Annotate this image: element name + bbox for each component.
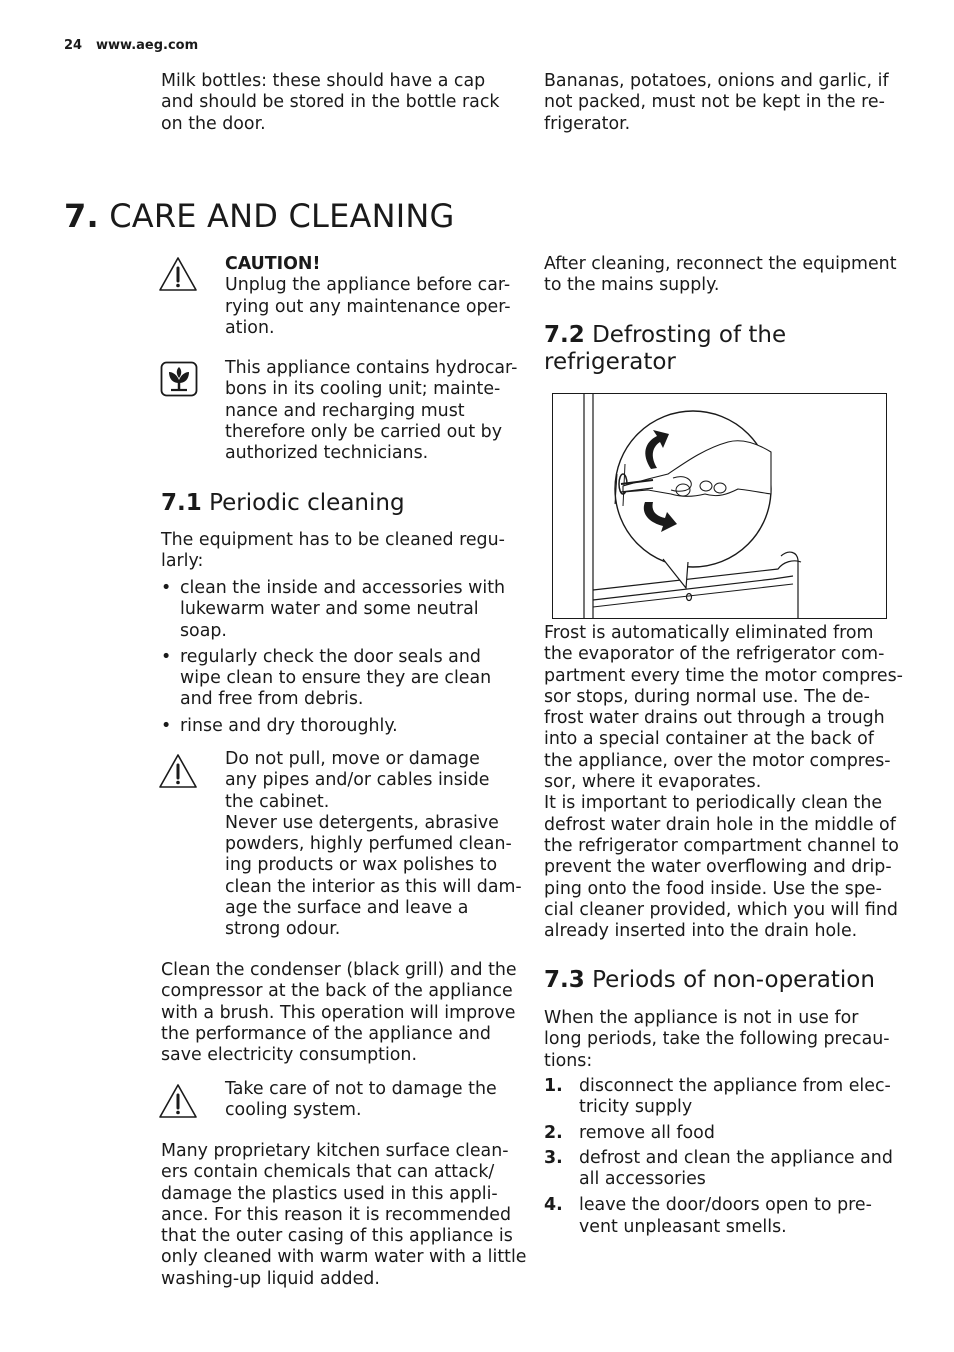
caution-title: CAUTION! [225,254,321,274]
proprietary-cleaners-paragraph: Many proprietary kitchen surface clean- ers contain chemicals that can attack/ damage the plastics used in this appli- ance. For this reason it is recommended that the outer casing of this appliance is only cleaned with warm water with a little washing-up liquid added. [161,1141,527,1289]
list-item: • rinse and dry thoroughly. [161,715,398,736]
defrosting-body: Frost is automatically eliminated from the evaporator of the refrigerator com- partment every time the motor compres- sor stops, during normal use. The de- frost water drains out through a trough into a special container at the back of the appliance, over the motor compres- sor, where it evaporates. It is important to periodically clean the defrost water drain hole in the middle of the refrigerator compartment channel to prevent the water overflowing and drip- ping onto the food inside. Use the spe- cial cleaner provided, which you will find already inserted into the drain hole. [544,623,903,942]
warning-triangle-icon [158,753,198,789]
after-cleaning-paragraph: After cleaning, reconnect the equipment to the mains supply. [544,254,897,296]
non-operation-intro: When the appliance is not in use for long periods, take the following precau- tions: [544,1008,890,1071]
list-item: 3. defrost and clean the appliance and all accessories [544,1147,893,1190]
bullet-list [161,578,521,737]
page-number: 24 [64,38,83,53]
condenser-paragraph: Clean the condenser (black grill) and the compressor at the back of the appliance with a brush. This operation will improve the performance of the appliance and save electricity consumption. [161,960,517,1066]
hydrocarbon-note: This appliance contains hydrocar- bons in its cooling unit; mainte- nance and recharging must therefore only be carried out by authorized technicians. [225,358,518,464]
warning-cooling-system: Take care of not to damage the cooling system. [225,1079,497,1121]
environment-icon [160,361,198,397]
list-item: 4. leave the door/doors open to pre- vent unpleasant smells. [544,1195,872,1237]
heading-periodic-cleaning: 7.1 Periodic cleaning [161,490,405,516]
bananas-paragraph: Bananas, potatoes, onions and garlic, if not packed, must not be kept in the re- frigerator. [544,71,889,134]
caution-block: CAUTION! Unplug the appliance before car- rying out any maintenance oper- ation. [225,254,511,338]
periodic-cleaning-intro: The equipment has to be cleaned regu- larly: [161,530,505,572]
section-title: 7. CARE AND CLEANING [64,197,455,235]
list-item: 2. remove all food [544,1122,715,1143]
warning-pipes-detergents: Do not pull, move or damage any pipes and/or cables inside the cabinet. Never use detergents, abrasive powders, highly perfumed clean- ing products or wax polishes to clean the interior as this will dam- age the surface and leave a strong odour. [225,749,522,940]
website-url: www.aeg.com [96,38,199,53]
numbered-list [544,1076,894,1238]
drain-cleaning-illustration [552,393,887,619]
milk-bottles-paragraph: Milk bottles: these should have a cap and should be stored in the bottle rack on the door. [161,71,500,134]
list-item: 1. disconnect the appliance from elec- tricity supply [544,1076,891,1118]
list-item: • clean the inside and accessories with lukewarm water and some neutral soap. [161,578,506,641]
list-item: • regularly check the door seals and wipe clean to ensure they are clean and free from debris. [161,646,492,710]
heading-defrosting: 7.2 Defrosting of the refrigerator [544,322,787,375]
warning-triangle-icon [158,256,198,292]
heading-non-operation: 7.3 Periods of non-operation [544,967,875,993]
warning-triangle-icon [158,1083,198,1119]
